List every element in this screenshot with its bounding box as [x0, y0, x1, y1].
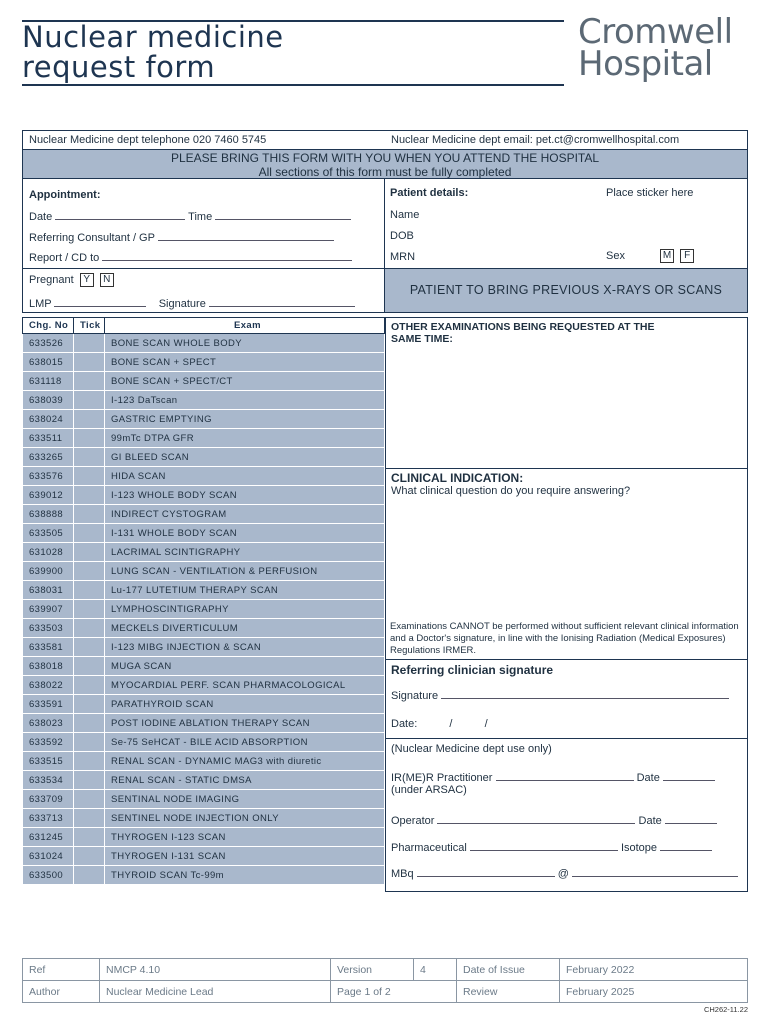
practitioner-date-label: Date	[636, 772, 660, 784]
exam-tick-box[interactable]	[74, 486, 105, 505]
exam-tick-box[interactable]	[74, 334, 105, 353]
exam-name: SENTINAL NODE IMAGING	[105, 790, 385, 809]
exam-row	[23, 486, 385, 505]
pregnant-no-checkbox[interactable]: N	[100, 273, 114, 287]
exam-row	[23, 733, 385, 752]
exam-name: LYMPHOSCINTIGRAPHY	[105, 600, 385, 619]
exam-name: 99mTc DTPA GFR	[105, 429, 385, 448]
exam-chg-no: 631028	[23, 543, 74, 562]
footer-table	[22, 958, 748, 1003]
exam-row	[23, 619, 385, 638]
sex-male-checkbox[interactable]: M	[660, 249, 674, 263]
exam-chg-no: 633709	[23, 790, 74, 809]
exam-tick-box[interactable]	[74, 410, 105, 429]
exam-name: INDIRECT CYSTOGRAM	[105, 505, 385, 524]
exam-tick-box[interactable]	[74, 372, 105, 391]
operator-line[interactable]	[437, 813, 635, 824]
exam-chg-no: 631024	[23, 847, 74, 866]
lmp-signature-line[interactable]	[209, 296, 355, 307]
report-field[interactable]	[29, 250, 352, 264]
exam-tick-box[interactable]	[74, 467, 105, 486]
exam-chg-no: 633534	[23, 771, 74, 790]
title-line-1: Nuclear medicine	[22, 20, 284, 54]
exam-chg-no: 639012	[23, 486, 74, 505]
referring-label: Referring Consultant / GP	[29, 232, 155, 244]
exam-row	[23, 847, 385, 866]
sticker-label: Place sticker here	[606, 187, 694, 199]
exam-row	[23, 467, 385, 486]
exam-tick-box[interactable]	[74, 790, 105, 809]
footer-row-2	[23, 981, 748, 1003]
logo-line-1: Cromwell	[578, 12, 733, 52]
exam-chg-no: 633265	[23, 448, 74, 467]
appointment-heading: Appointment:	[29, 189, 101, 201]
exam-chg-no: 633511	[23, 429, 74, 448]
time-line[interactable]	[215, 209, 351, 220]
other-exams-section[interactable]	[385, 317, 748, 469]
exam-row	[23, 581, 385, 600]
at-label: @	[557, 868, 569, 880]
pregnant-label: Pregnant	[29, 273, 74, 286]
exam-name: SENTINEL NODE INJECTION ONLY	[105, 809, 385, 828]
exam-row	[23, 790, 385, 809]
exam-chg-no: 638015	[23, 353, 74, 372]
exam-tick-box[interactable]	[74, 391, 105, 410]
dob-label[interactable]: DOB	[390, 230, 414, 242]
lmp-signature-label: Signature	[158, 298, 206, 310]
footer-row-1	[23, 959, 748, 981]
exam-chg-no: 633503	[23, 619, 74, 638]
exam-row	[23, 524, 385, 543]
operator-label: Operator	[391, 815, 435, 827]
header-chg-no: Chg. No	[23, 318, 74, 334]
exam-tick-box[interactable]	[74, 752, 105, 771]
mbq-label: MBq	[391, 868, 414, 880]
clinical-heading: CLINICAL INDICATION:	[391, 471, 524, 485]
exam-tick-box[interactable]	[74, 562, 105, 581]
lmp-line[interactable]	[54, 296, 146, 307]
exam-name: RENAL SCAN - DYNAMIC MAG3 with diuretic	[105, 752, 385, 771]
exam-name: MECKELS DIVERTICULUM	[105, 619, 385, 638]
patient-heading: Patient details:	[390, 187, 469, 199]
exam-name: THYROGEN I-131 SCAN	[105, 847, 385, 866]
author-value: Nuclear Medicine Lead	[100, 981, 331, 1003]
sex-female-checkbox[interactable]: F	[680, 249, 694, 263]
exam-chg-no: 638031	[23, 581, 74, 600]
date-line[interactable]	[55, 209, 185, 220]
dept-email: Nuclear Medicine dept email: pet.ct@cromwellhospital.com	[391, 134, 680, 146]
exam-chg-no: 631118	[23, 372, 74, 391]
date-label: Date	[29, 211, 53, 223]
mbq-field[interactable]	[391, 866, 738, 880]
banner-line-1: PLEASE BRING THIS FORM WITH YOU WHEN YOU ATTEND THE HOSPITAL	[170, 151, 600, 165]
exam-name: Lu-177 LUTETIUM THERAPY SCAN	[105, 581, 385, 600]
exam-name: THYROID SCAN Tc-99m	[105, 866, 385, 885]
exam-row	[23, 600, 385, 619]
exam-chg-no: 638039	[23, 391, 74, 410]
referring-field[interactable]	[29, 230, 334, 244]
exam-chg-no: 638022	[23, 676, 74, 695]
exam-tick-box[interactable]	[74, 524, 105, 543]
exam-row	[23, 695, 385, 714]
exam-chg-no: 633576	[23, 467, 74, 486]
exam-chg-no: 638888	[23, 505, 74, 524]
sex-field	[606, 249, 694, 263]
date-slash-2: /	[484, 718, 488, 730]
exam-name: BONE SCAN WHOLE BODY	[105, 334, 385, 353]
issue-value: February 2022	[560, 959, 748, 981]
referrer-signature-line[interactable]	[441, 688, 729, 699]
exam-tick-box[interactable]	[74, 657, 105, 676]
referrer-date-field[interactable]	[391, 718, 488, 730]
exam-chg-no: 631245	[23, 828, 74, 847]
dept-telephone: Nuclear Medicine dept telephone 020 7460 5745	[29, 134, 267, 146]
exam-name: THYROGEN I-123 SCAN	[105, 828, 385, 847]
exam-row	[23, 543, 385, 562]
exam-chg-no: 633591	[23, 695, 74, 714]
exam-tick-box[interactable]	[74, 638, 105, 657]
mrn-label[interactable]: MRN	[390, 251, 416, 263]
exam-name: BONE SCAN + SPECT	[105, 353, 385, 372]
pregnancy-section	[22, 268, 385, 313]
name-label[interactable]: Name	[390, 209, 420, 221]
exam-row	[23, 391, 385, 410]
referrer-signature-label: Signature	[391, 690, 439, 702]
lmp-label: LMP	[29, 298, 52, 310]
sex-label: Sex	[606, 249, 625, 262]
exam-row	[23, 714, 385, 733]
exam-tick-box[interactable]	[74, 581, 105, 600]
exam-chg-no: 633500	[23, 866, 74, 885]
exam-name: GASTRIC EMPTYING	[105, 410, 385, 429]
exam-name: I-123 MIBG INJECTION & SCAN	[105, 638, 385, 657]
title-line-2: request form	[22, 50, 216, 84]
exam-chg-no: 633581	[23, 638, 74, 657]
exam-tick-box[interactable]	[74, 771, 105, 790]
exam-chg-no: 639900	[23, 562, 74, 581]
pregnant-yes-checkbox[interactable]: Y	[80, 273, 94, 287]
practitioner-line[interactable]	[496, 770, 634, 781]
exam-chg-no: 633526	[23, 334, 74, 353]
exam-name: HIDA SCAN	[105, 467, 385, 486]
version-value: 4	[414, 959, 457, 981]
exam-name: I-123 DaTscan	[105, 391, 385, 410]
other-heading-line-1: OTHER EXAMINATIONS BEING REQUESTED AT THE	[391, 321, 655, 333]
report-line[interactable]	[102, 250, 352, 261]
exam-chg-no: 633592	[23, 733, 74, 752]
lmp-field[interactable]	[29, 296, 355, 310]
mbq-line[interactable]	[417, 866, 555, 877]
exam-row	[23, 505, 385, 524]
exam-tick-box[interactable]	[74, 847, 105, 866]
exam-tick-box[interactable]	[74, 429, 105, 448]
practitioner-field[interactable]	[391, 770, 715, 784]
logo-line-2: Hospital	[578, 44, 713, 84]
ref-value: NMCP 4.10	[100, 959, 331, 981]
referrer-heading: Referring clinician signature	[391, 663, 554, 677]
exam-name: GI BLEED SCAN	[105, 448, 385, 467]
exam-tick-box[interactable]	[74, 353, 105, 372]
referrer-section	[385, 659, 748, 739]
review-value: February 2025	[560, 981, 748, 1003]
at-line[interactable]	[572, 866, 738, 877]
patient-section	[384, 178, 748, 269]
contact-row	[22, 130, 748, 150]
exam-name: MUGA SCAN	[105, 657, 385, 676]
date-slash-1: /	[449, 718, 453, 730]
exam-tick-box[interactable]	[74, 600, 105, 619]
exam-name: MYOCARDIAL PERF. SCAN PHARMACOLOGICAL	[105, 676, 385, 695]
review-label: Review	[457, 981, 560, 1003]
exam-row	[23, 372, 385, 391]
issue-label: Date of Issue	[457, 959, 560, 981]
exam-row	[23, 866, 385, 885]
dept-use-section	[385, 738, 748, 892]
other-heading-line-2: SAME TIME:	[391, 333, 453, 345]
exam-name: I-123 WHOLE BODY SCAN	[105, 486, 385, 505]
time-label: Time	[188, 211, 213, 223]
isotope-label: Isotope	[620, 842, 658, 854]
exam-tick-box[interactable]	[74, 505, 105, 524]
exam-name: LACRIMAL SCINTIGRAPHY	[105, 543, 385, 562]
exam-row	[23, 657, 385, 676]
arsac-label: (under ARSAC)	[391, 784, 467, 796]
exam-row	[23, 353, 385, 372]
date-field[interactable]	[29, 209, 351, 223]
exam-tick-box[interactable]	[74, 714, 105, 733]
referrer-date-label: Date:	[391, 718, 418, 730]
exam-name: BONE SCAN + SPECT/CT	[105, 372, 385, 391]
operator-date-label: Date	[638, 815, 662, 827]
exam-row	[23, 676, 385, 695]
exam-name: LUNG SCAN - VENTILATION & PERFUSION	[105, 562, 385, 581]
exam-row	[23, 828, 385, 847]
bring-xrays-banner: PATIENT TO BRING PREVIOUS X-RAYS OR SCANS	[384, 268, 748, 313]
exam-tick-box[interactable]	[74, 733, 105, 752]
dept-heading: (Nuclear Medicine dept use only)	[391, 743, 552, 755]
exam-tick-box[interactable]	[74, 448, 105, 467]
clinical-notice: Examinations CANNOT be performed without sufficient relevant clinical information and a Doctor's signature, in line with the Ionising Radiation (Medical Exposures) Regulations IRMER.	[390, 621, 739, 656]
pregnant-field	[29, 273, 114, 287]
author-label: Author	[23, 981, 100, 1003]
exam-tick-box[interactable]	[74, 619, 105, 638]
pharmaceutical-field[interactable]	[391, 840, 712, 854]
exam-tick-box[interactable]	[74, 828, 105, 847]
exam-row	[23, 429, 385, 448]
exam-row	[23, 448, 385, 467]
exam-row	[23, 562, 385, 581]
exam-table	[22, 317, 385, 885]
pharmaceutical-line[interactable]	[470, 840, 618, 851]
exam-chg-no: 639907	[23, 600, 74, 619]
exam-chg-no: 633713	[23, 809, 74, 828]
exam-chg-no: 638023	[23, 714, 74, 733]
version-label: Version	[331, 959, 414, 981]
practitioner-label: IR(ME)R Practitioner	[391, 772, 493, 784]
page-number: Page 1 of 2	[331, 981, 457, 1003]
exam-name: I-131 WHOLE BODY SCAN	[105, 524, 385, 543]
exam-name: Se-75 SeHCAT - BILE ACID ABSORPTION	[105, 733, 385, 752]
bring-form-banner	[22, 149, 748, 179]
operator-date-line[interactable]	[665, 813, 717, 824]
exam-chg-no: 638018	[23, 657, 74, 676]
exam-tick-box[interactable]	[74, 866, 105, 885]
ref-label: Ref	[23, 959, 100, 981]
exam-row	[23, 334, 385, 353]
header-exam: Exam	[105, 318, 385, 334]
referrer-signature-field[interactable]	[391, 688, 729, 702]
clinical-indication-section[interactable]	[385, 468, 748, 660]
pharmaceutical-label: Pharmaceutical	[391, 842, 467, 854]
exam-row	[23, 809, 385, 828]
report-label: Report / CD to	[29, 252, 100, 264]
exam-tick-box[interactable]	[74, 809, 105, 828]
exam-name: POST IODINE ABLATION THERAPY SCAN	[105, 714, 385, 733]
document-code: CH262-11.22	[703, 1005, 748, 1014]
header-tick: Tick	[74, 318, 105, 334]
exam-row	[23, 410, 385, 429]
clinical-question: What clinical question do you require answering?	[391, 485, 631, 497]
other-exams-heading	[386, 318, 747, 348]
exam-chg-no: 633515	[23, 752, 74, 771]
hospital-logo	[578, 12, 758, 84]
exam-name: PARATHYROID SCAN	[105, 695, 385, 714]
exam-chg-no: 638024	[23, 410, 74, 429]
exam-name: RENAL SCAN - STATIC DMSA	[105, 771, 385, 790]
exam-tick-box[interactable]	[74, 676, 105, 695]
exam-row	[23, 752, 385, 771]
isotope-line[interactable]	[660, 840, 712, 851]
exam-tick-box[interactable]	[74, 543, 105, 562]
operator-field[interactable]	[391, 813, 717, 827]
form-title	[22, 20, 564, 86]
practitioner-date-line[interactable]	[663, 770, 715, 781]
referring-line[interactable]	[158, 230, 334, 241]
banner-line-2: All sections of this form must be fully completed	[258, 165, 512, 179]
exam-row	[23, 638, 385, 657]
exam-tick-box[interactable]	[74, 695, 105, 714]
exam-row	[23, 771, 385, 790]
exam-chg-no: 633505	[23, 524, 74, 543]
